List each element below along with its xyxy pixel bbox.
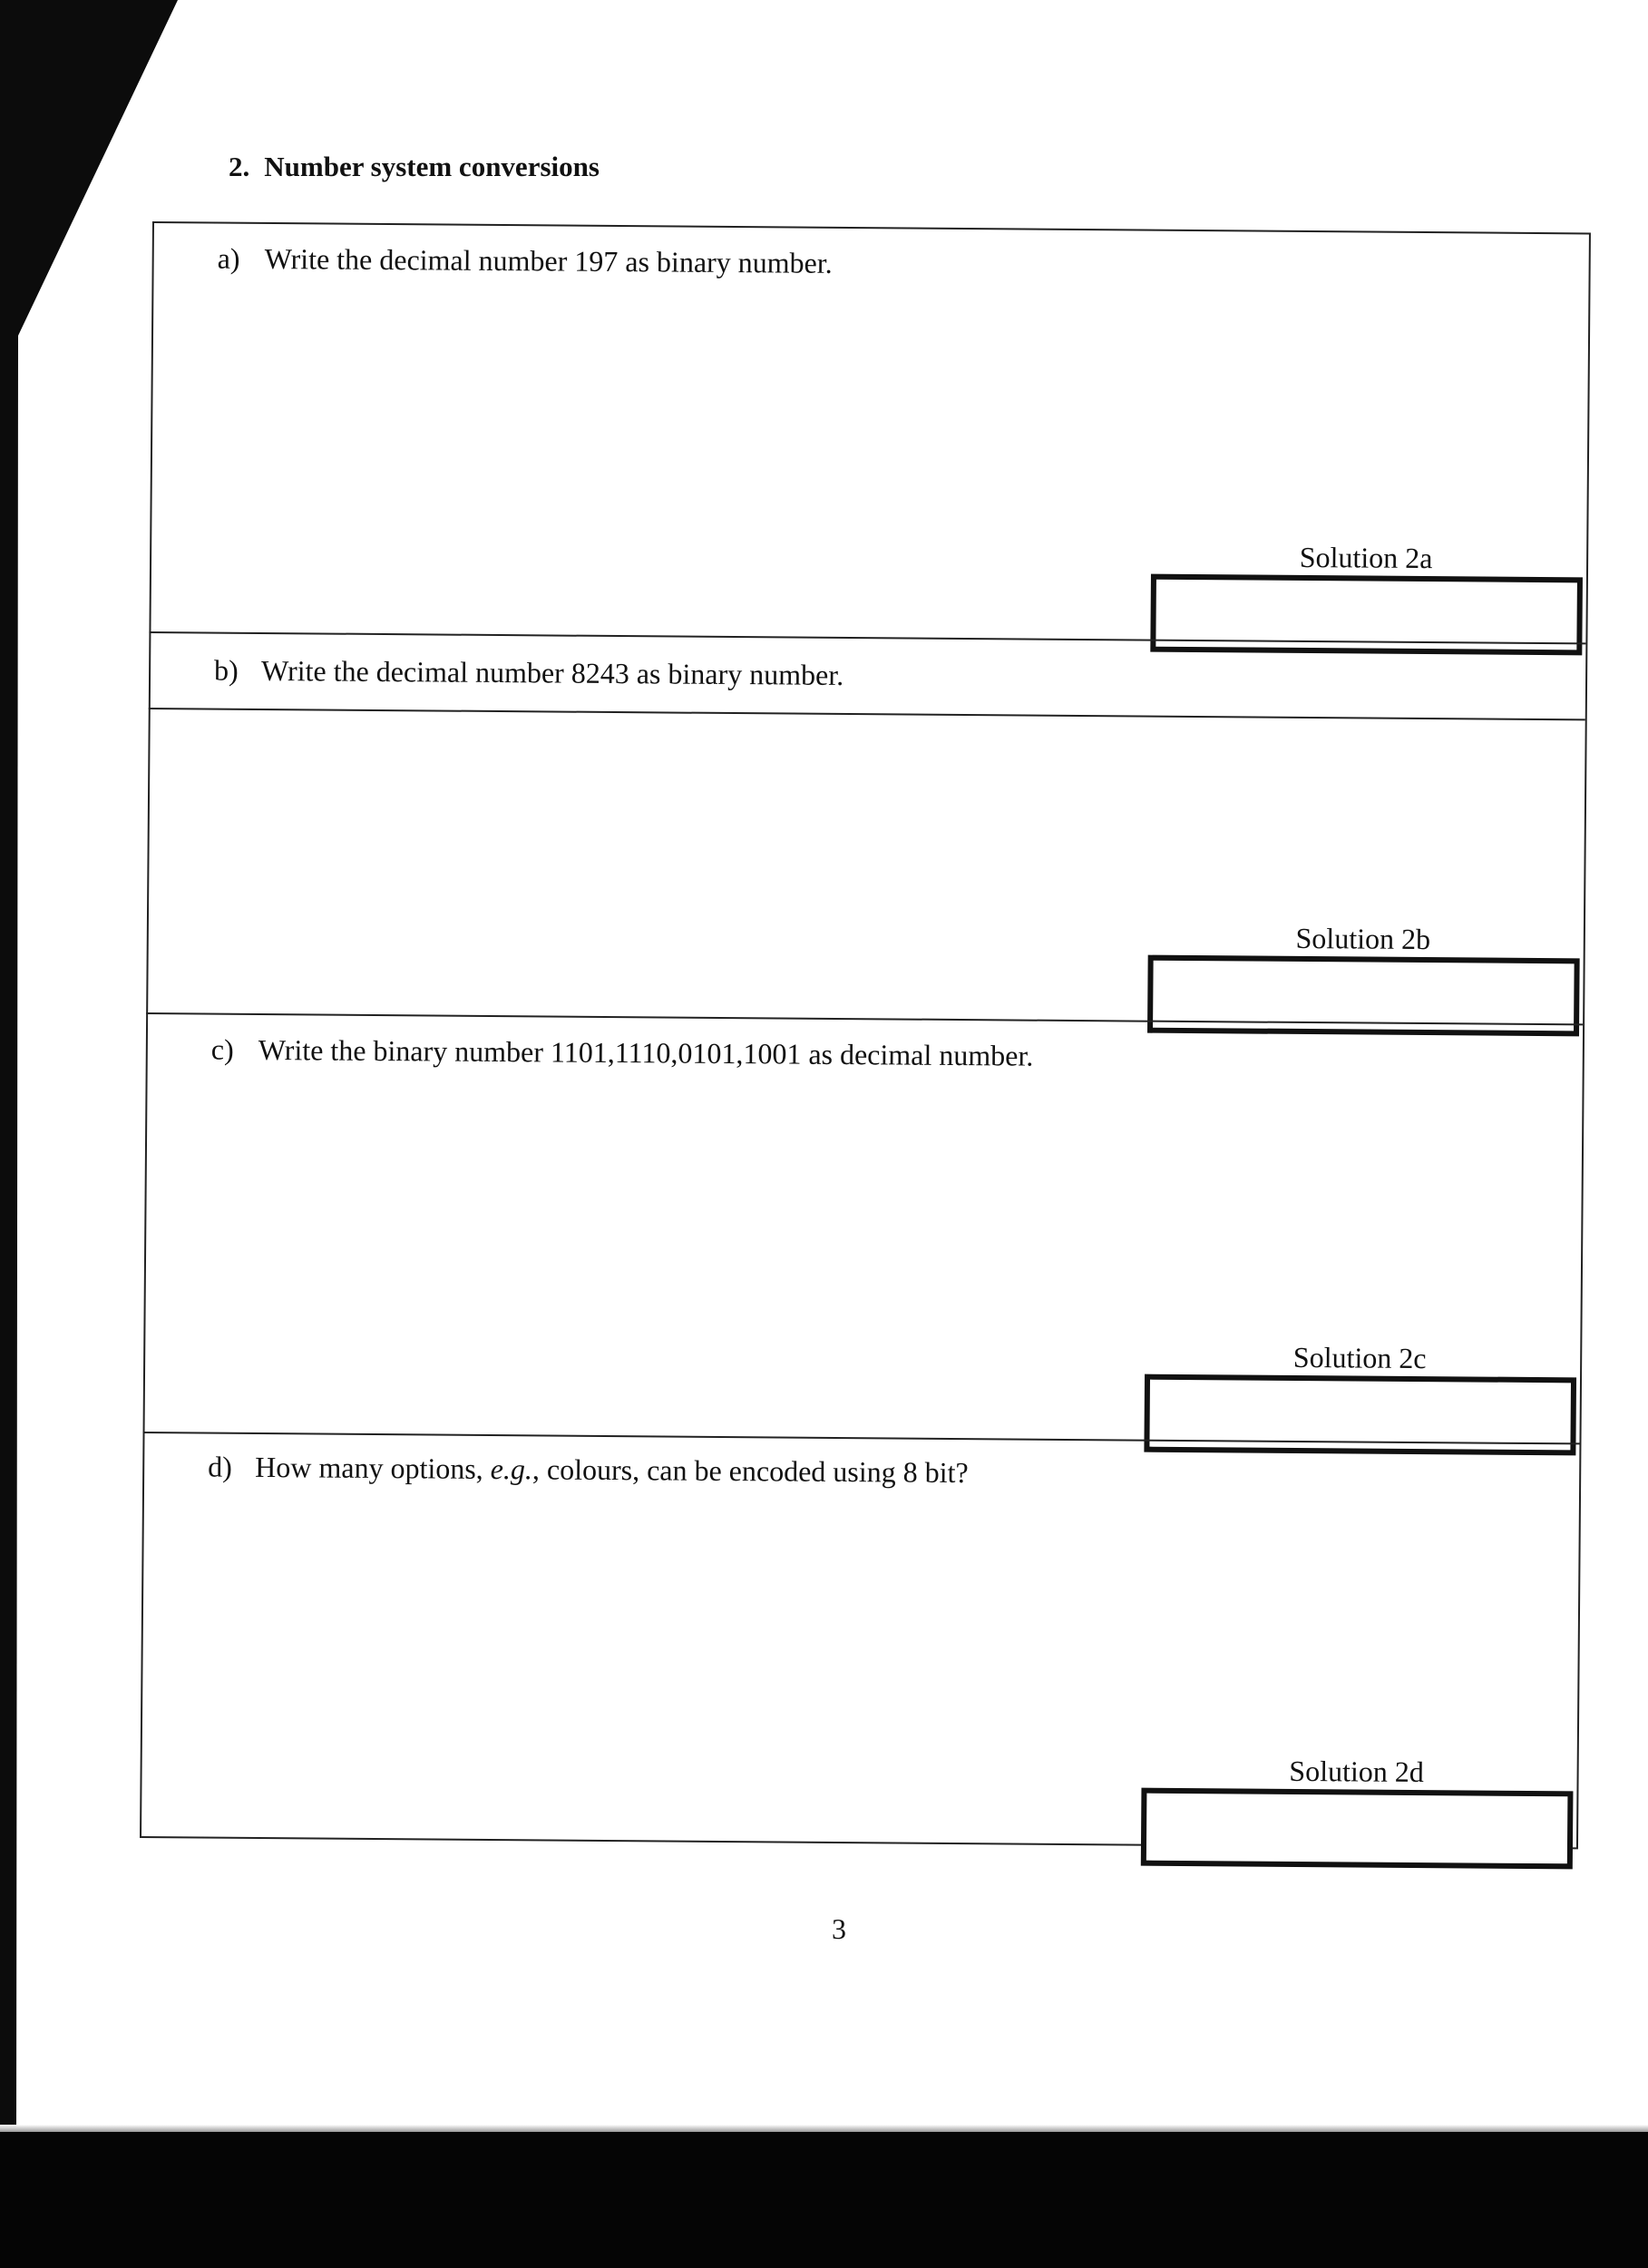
page-number: 3 <box>832 1912 846 1945</box>
question-c <box>211 1033 1034 1073</box>
question-table <box>140 221 1589 1847</box>
section-title: Number system conversions <box>264 151 600 182</box>
scan-bottom-band <box>0 2132 1648 2268</box>
section-number: 2. <box>229 151 250 182</box>
question-letter: b) <box>213 653 239 687</box>
question-text: How many options, e.g., colours, can be encoded using 8 bit? <box>255 1450 969 1490</box>
question-b <box>214 654 844 692</box>
solution-label-2b: Solution 2b <box>1295 921 1431 956</box>
question-text: Write the decimal number 197 as binary number. <box>264 241 833 279</box>
solution-box-2d[interactable] <box>1141 1788 1574 1870</box>
question-emphasis: e.g. <box>490 1452 533 1486</box>
section-heading <box>229 151 600 183</box>
solution-label-2a: Solution 2a <box>1299 540 1433 575</box>
solution-label-2d: Solution 2d <box>1289 1754 1424 1789</box>
question-a <box>218 242 833 280</box>
solution-label-2c: Solution 2c <box>1292 1340 1427 1375</box>
question-letter: a) <box>217 241 240 275</box>
page-bottom-edge <box>0 2125 1648 2132</box>
question-d <box>208 1451 969 1491</box>
question-letter: d) <box>208 1450 233 1483</box>
question-letter: c) <box>210 1032 234 1066</box>
question-text: Write the binary number 1101,1110,0101,1001 as decimal number. <box>258 1032 1034 1072</box>
question-text: Write the decimal number 8243 as binary number. <box>260 653 844 692</box>
